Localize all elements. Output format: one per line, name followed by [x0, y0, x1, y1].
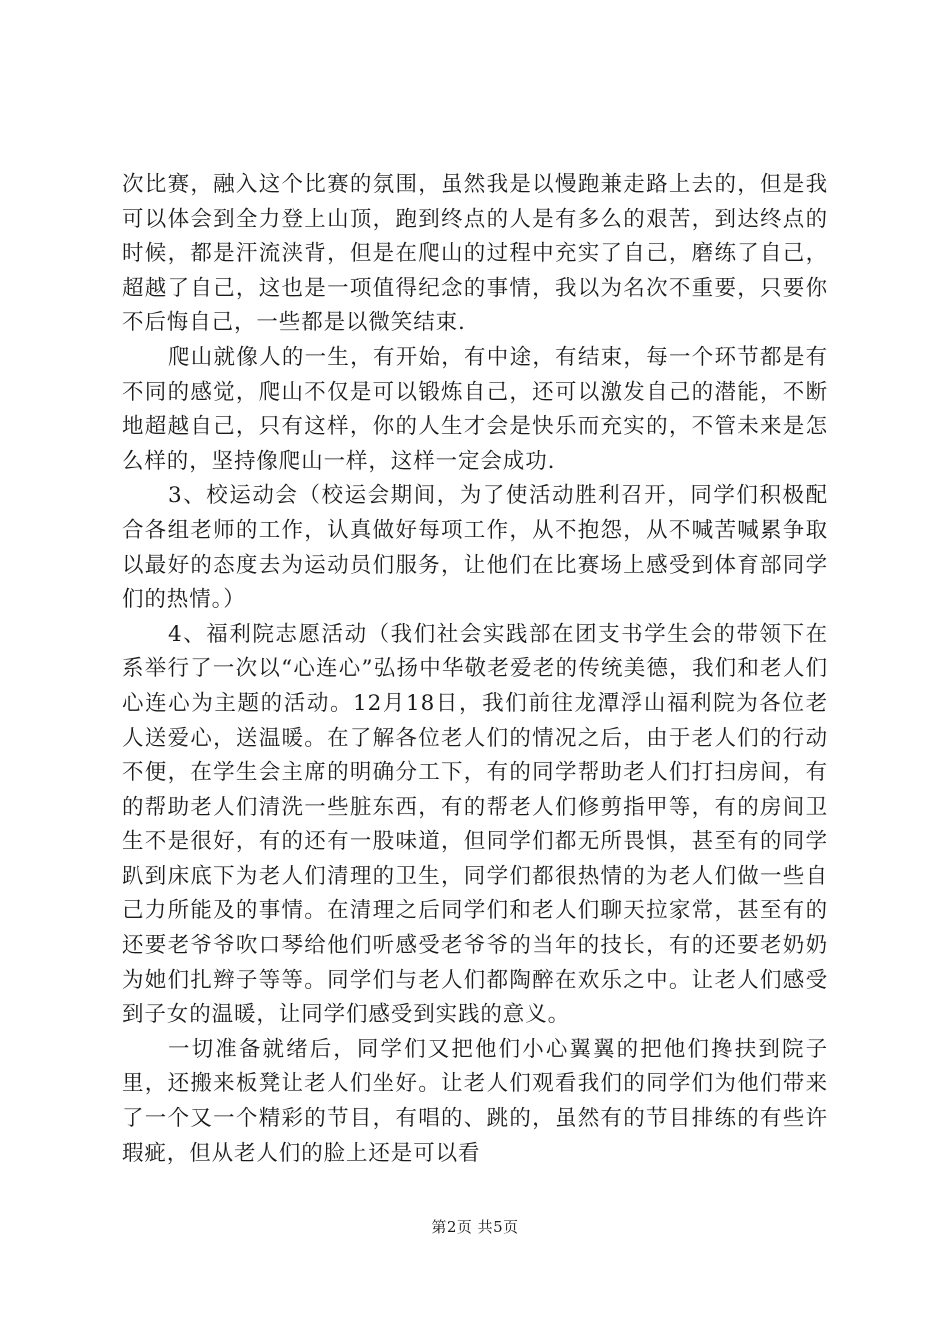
document-body — [122, 168, 828, 1171]
paragraph-sports-meet: 3、校运动会（校运会期间，为了使活动胜利召开，同学们积极配合各组老师的工作，认真做好每项工作，从不抱怨，从不喊苦喊累争取以最好的态度去为运动员们服务，让他们在比赛场上感受到体育部同学们的热情。） — [122, 483, 828, 613]
page-number-footer: 第2页 共5页 — [431, 1218, 519, 1236]
paragraph-performance: 一切准备就绪后，同学们又把他们小心翼翼的把他们搀扶到院子里，还搬来板凳让老人们坐好。让老人们观看我们的同学们为他们带来了一个又一个精彩的节目，有唱的、跳的，虽然有的节目排练的有些许瑕疵，但从老人们的脸上还是可以看 — [122, 1036, 828, 1166]
paragraph-continuation: 次比赛，融入这个比赛的氛围，虽然我是以慢跑兼走路上去的，但是我可以体会到全力登上山顶，跑到终点的人是有多么的艰苦，到达终点的时候，都是汗流浃背，但是在爬山的过程中充实了自己，磨练了自己，超越了自己，这也是一项值得纪念的事情，我以为名次不重要，只要你不后悔自己，一些都是以微笑结束. — [122, 172, 828, 336]
paragraph-climbing-life: 爬山就像人的一生，有开始，有中途，有结束，每一个环节都是有不同的感觉，爬山不仅是可以锻炼自己，还可以激发自己的潜能，不断地超越自己，只有这样，你的人生才会是快乐而充实的，不管未来是怎么样的，坚持像爬山一样，这样一定会成功. — [122, 344, 828, 474]
paragraph-welfare-volunteer: 4、福利院志愿活动（我们社会实践部在团支书学生会的带领下在系举行了一次以“心连心”弘扬中华敬老爱老的传统美德，我们和老人们心连心为主题的活动。12月18日，我们前往龙潭浮山福利院为各位老人送爱心，送温暖。在了解各位老人们的情况之后，由于老人们的行动不便，在学生会主席的明确分工下，有的同学帮助老人们打扫房间，有的帮助老人们清洗一些脏东西，有的帮老人们修剪指甲等，有的房间卫生不是很好，有的还有一股味道，但同学们都无所畏惧，甚至有的同学趴到床底下为老人们清理的卫生，同学们都很热情的为老人们做一些自己力所能及的事情。在清理之后同学们和老人们聊天拉家常，甚至有的还要老爷爷吹口琴给他们听感受老爷爷的当年的技长，有的还要老奶奶为她们扎辫子等等。同学们与老人们都陶醉在欢乐之中。让老人们感受到子女的温暖，让同学们感受到实践的意义。 — [122, 621, 828, 1028]
